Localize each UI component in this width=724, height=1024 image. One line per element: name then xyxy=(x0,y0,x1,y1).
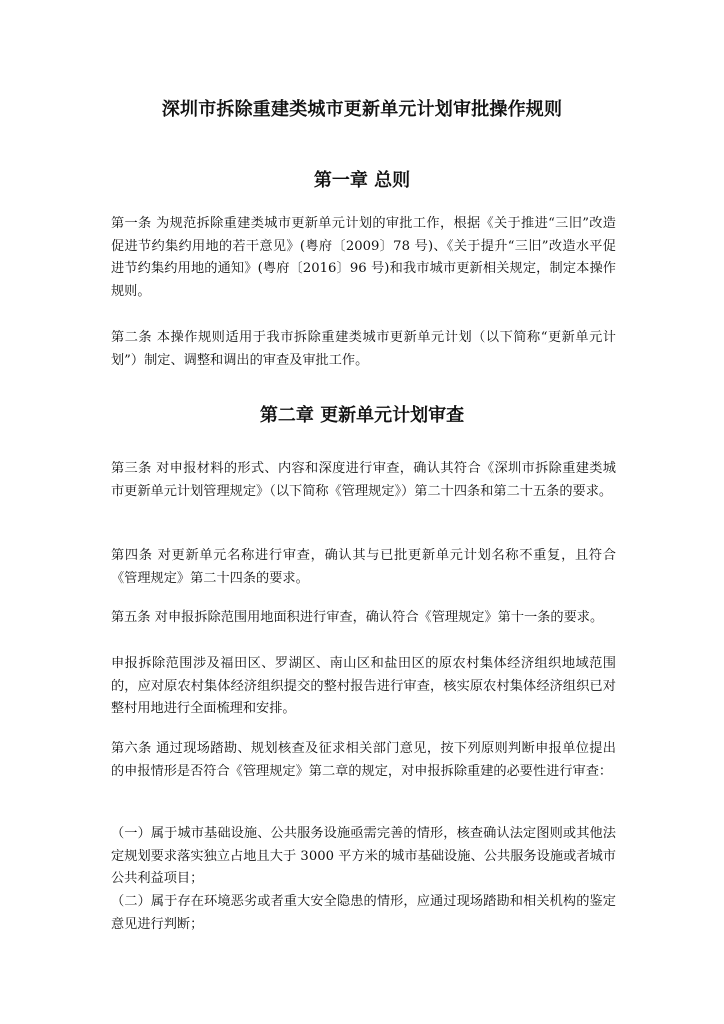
article-6: 第六条 通过现场踏勘、规划核查及征求相关部门意见，按下列原则判断申报单位提出的申报情形是否符合《管理规定》第二章的规定，对申报拆除重建的必要性进行审查： xyxy=(111,741,616,779)
article-6-item-2: （二）属于存在环境恶劣或者重大安全隐患的情形，应通过现场踏勘和相关机构的鉴定意见进行判断； xyxy=(111,894,616,932)
article-4: 第四条 对更新单元名称进行审查，确认其与已批更新单元计划名称不重复，且符合《管理规定》第二十四条的要求。 xyxy=(111,548,616,586)
article-5-paragraph-2: 申报拆除范围涉及福田区、罗湖区、南山区和盐田区的原农村集体经济组织地域范围的，应对原农村集体经济组织提交的整村报告进行审查，核实原农村集体经济组织已对整村用地进行全面梳理和安排。 xyxy=(111,656,616,716)
article-2: 第二条 本操作规则适用于我市拆除重建类城市更新单元计划（以下简称“更新单元计划”）制定、调整和调出的审查及审批工作。 xyxy=(111,330,616,368)
article-3: 第三条 对申报材料的形式、内容和深度进行审查，确认其符合《深圳市拆除重建类城市更新单元计划管理规定》（以下简称《管理规定》）第二十四条和第二十五条的要求。 xyxy=(111,461,616,499)
document-title: 深圳市拆除重建类城市更新单元计划审批操作规则 xyxy=(161,99,563,120)
chapter-1-title: 第一章 总则 xyxy=(313,170,411,191)
article-6-item-1: （一）属于城市基础设施、公共服务设施亟需完善的情形，核查确认法定图则或其他法定规划要求落实独立占地且大于 3000 平方米的城市基础设施、公共服务设施或者城市公共利益项目； xyxy=(111,826,616,886)
article-5: 第五条 对申报拆除范围用地面积进行审查，确认符合《管理规定》第十一条的要求。 xyxy=(111,610,604,625)
article-1: 第一条 为规范拆除重建类城市更新单元计划的审批工作，根据《关于推进“三旧”改造促进节约集约用地的若干意见》(粤府〔2009〕78 号)、《关于提升“三旧”改造水平促进节约集约用地的通知》(粤府〔2016〕96 号)和我市城市更新相关规定，制定本操作规则。 xyxy=(111,216,616,299)
chapter-2-title: 第二章 更新单元计划审查 xyxy=(259,405,465,426)
